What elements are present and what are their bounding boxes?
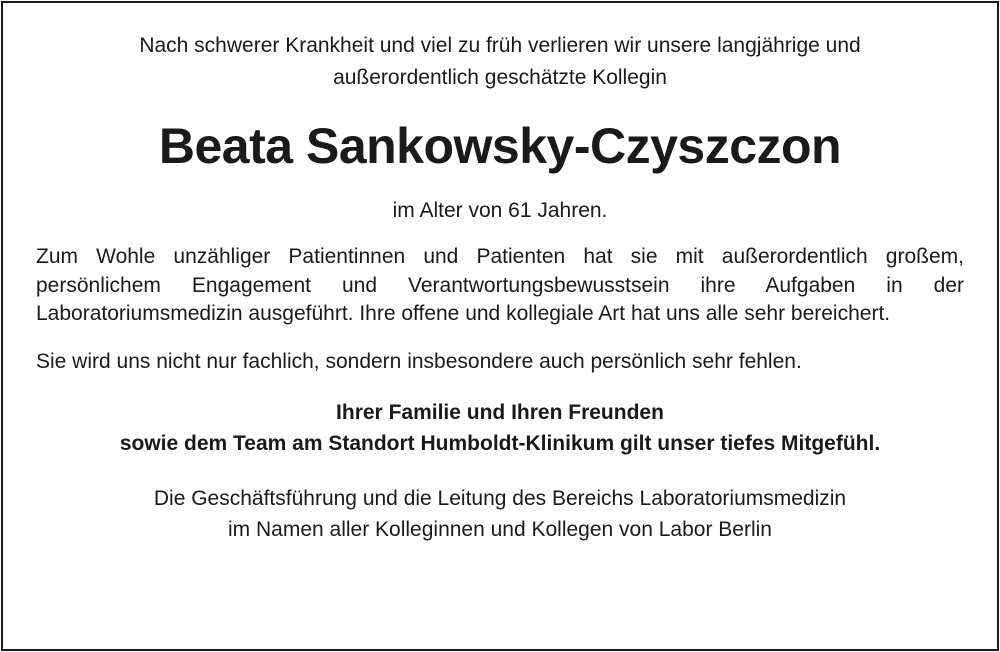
signature-block (36, 483, 964, 545)
condolence-text (36, 397, 964, 459)
obituary-notice (36, 30, 964, 545)
condolence-line-1: Ihrer Familie und Ihren Freunden (336, 400, 664, 424)
intro-line-1: Nach schwerer Krankheit und viel zu früh verlieren wir unsere langjährige und (139, 34, 861, 57)
intro-line-2: außerordentlich geschätzte Kollegin (333, 66, 667, 89)
intro-text (36, 30, 964, 94)
condolence-line-2: sowie dem Team am Standort Humboldt-Klinikum gilt unser tiefes Mitgefühl. (119, 431, 881, 455)
deceased-name: Beata Sankowsky-Czyszczon (158, 118, 842, 174)
age-line: im Alter von 61 Jahren. (392, 199, 608, 222)
signature-line-1: Die Geschäftsführung und die Leitung des Bereichs Laboratoriumsmedizin (153, 486, 847, 510)
signature-line-2: im Namen aller Kolleginnen und Kollegen von Labor Berlin (227, 517, 772, 541)
missed-line: Sie wird uns nicht nur fachlich, sondern insbesondere auch persönlich sehr fehlen. (36, 349, 802, 373)
tribute-paragraph: Zum Wohle unzähliger Patientinnen und Patienten hat sie mit außerordentlich großem, persönlichem Engagement und Verantwortungsbewusstsein ihre Aufgaben in der Laboratoriumsmedizin ausgeführt. Ihre offene und kollegiale Art hat uns alle sehr bereichert. (36, 245, 964, 325)
